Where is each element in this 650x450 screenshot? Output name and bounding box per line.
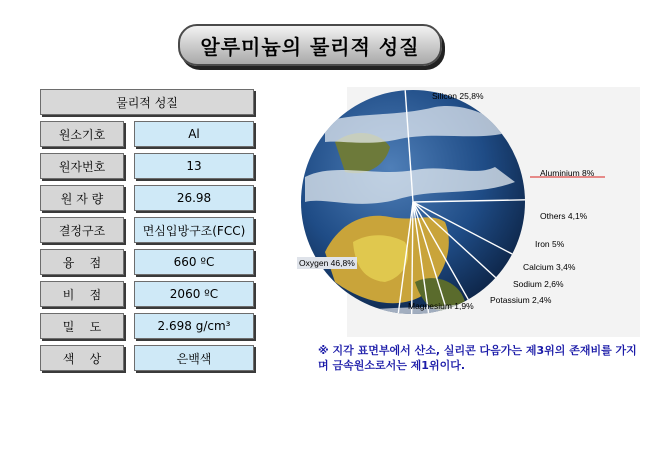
label-magnesium: Magnesium 1,9% [408,301,474,311]
label-iron: Iron 5% [535,239,565,249]
label-others: Others 4,1% [540,211,588,221]
row-label-melting-point: 융 점 [40,249,124,275]
label-aluminium: Aluminium 8% [540,168,595,178]
row-value-color: 은백색 [134,345,254,371]
row-value-crystal-structure: 면심입방구조(FCC) [134,217,254,243]
label-silicon: Silicon 25,8% [432,91,484,101]
page-title: 알루미늄의 물리적 성질 [178,24,442,66]
table-header: 물리적 성질 [40,89,254,115]
row-value-atomic-weight: 26.98 [134,185,254,211]
row-label-atomic-number: 원자번호 [40,153,124,179]
row-label-color: 색 상 [40,345,124,371]
row-label-density: 밀 도 [40,313,124,339]
row-value-symbol: Al [134,121,254,147]
row-value-density: 2.698 g/cm³ [134,313,254,339]
label-oxygen: Oxygen 46,8% [299,258,355,268]
row-label-atomic-weight: 원 자 량 [40,185,124,211]
row-value-boiling-point: 2060 ºC [134,281,254,307]
label-calcium: Calcium 3,4% [523,262,576,272]
row-label-crystal-structure: 결정구조 [40,217,124,243]
row-value-melting-point: 660 ºC [134,249,254,275]
footnote: ※ 지각 표면부에서 산소, 실리콘 다음가는 제3위의 존재비를 가지며 금속원소로서는 제1위이다. [318,344,637,372]
earth-composition-figure [295,82,640,342]
label-sodium: Sodium 2,6% [513,279,564,289]
row-value-atomic-number: 13 [134,153,254,179]
row-label-boiling-point: 비 점 [40,281,124,307]
label-potassium: Potassium 2,4% [490,295,552,305]
row-label-symbol: 원소기호 [40,121,124,147]
